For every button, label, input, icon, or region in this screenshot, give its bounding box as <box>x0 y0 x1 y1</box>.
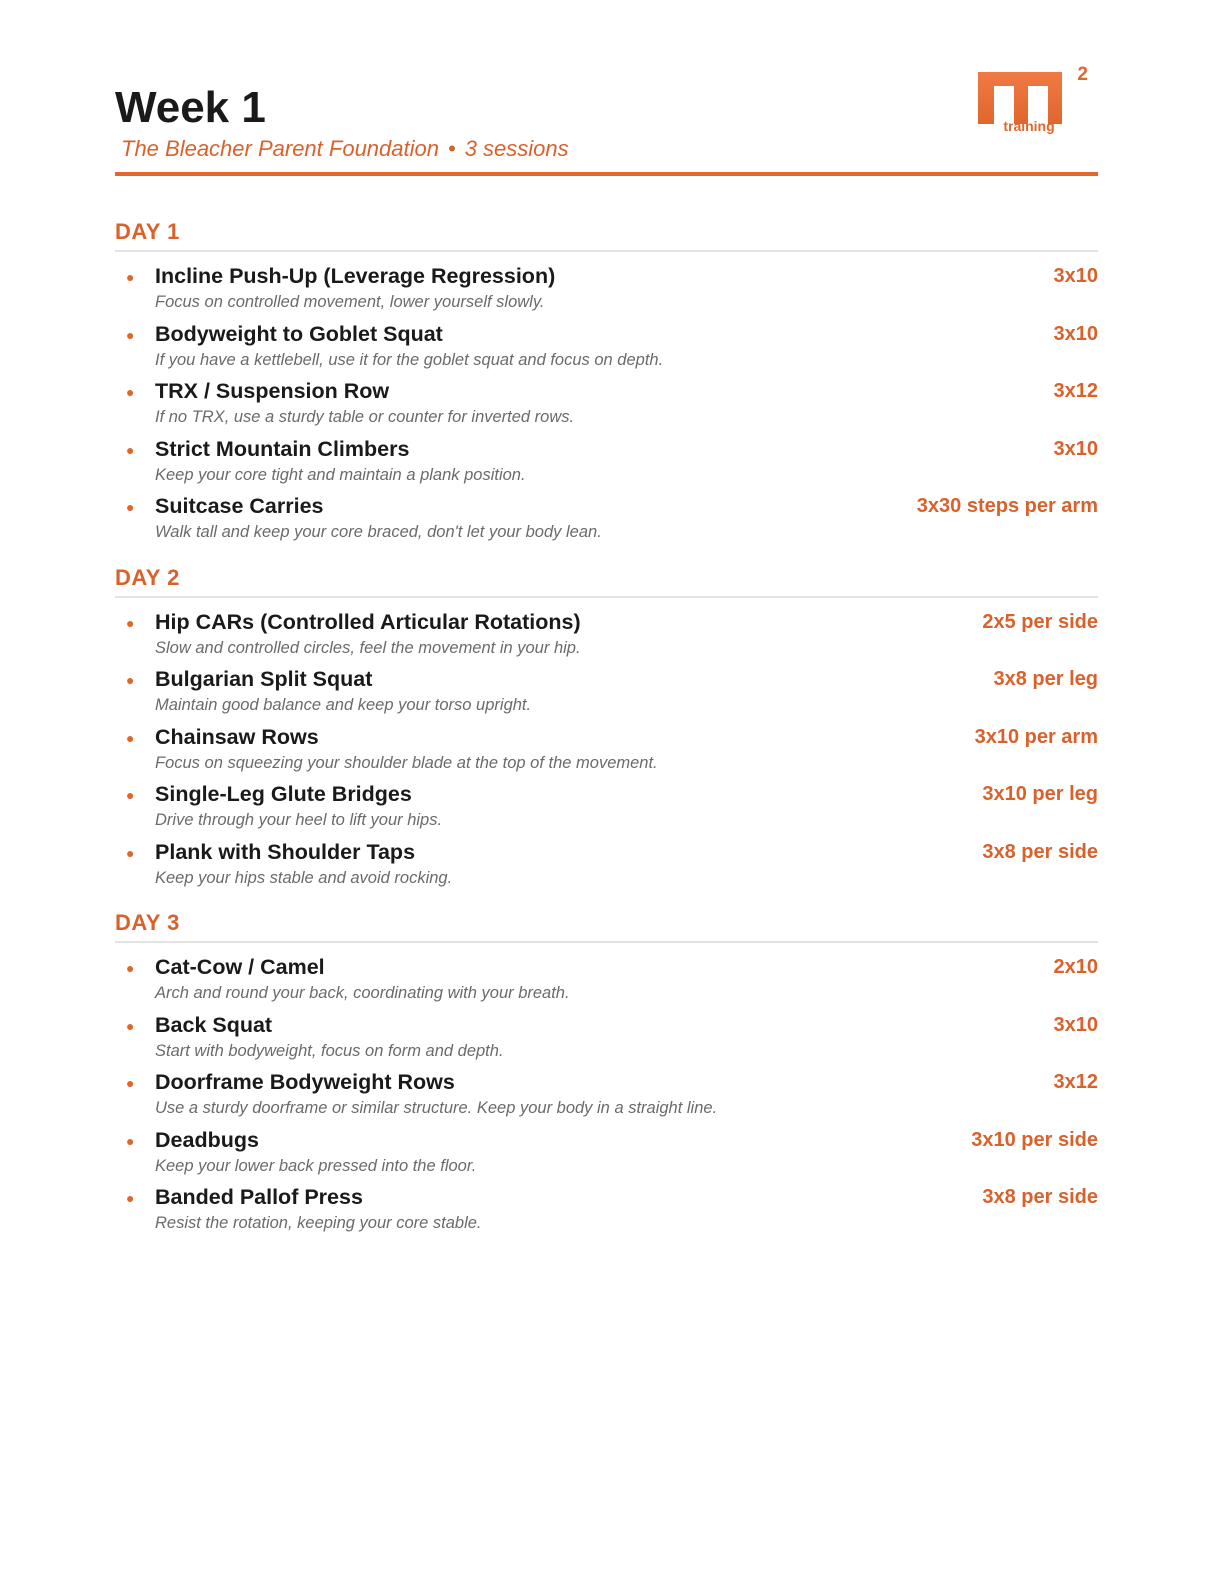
exercise-reps: 2x10 <box>1053 956 1098 978</box>
exercise-name: Banded Pallof Press <box>155 1185 363 1209</box>
exercise-name: TRX / Suspension Row <box>155 379 390 403</box>
day-heading <box>115 552 1098 598</box>
bullet-icon: ● <box>126 384 135 400</box>
exercise-reps: 3x10 <box>1053 322 1098 345</box>
day-section <box>115 552 1098 896</box>
exercise-note: Focus on squeezing your shoulder blade at the top of the movement. <box>155 753 658 772</box>
logo-superscript: 2 <box>1077 64 1088 85</box>
exercise-note: Focus on controlled movement, lower yourself slowly. <box>155 293 545 311</box>
bullet-icon: ● <box>126 499 135 515</box>
exercise-name: Hip CARs (Controlled Articular Rotations) <box>155 609 581 634</box>
exercise-name: Bulgarian Split Squat <box>155 667 373 691</box>
bullet-icon: ● <box>126 1132 135 1149</box>
exercise-reps: 3x10 per leg <box>982 783 1098 805</box>
exercise-reps: 3x30 steps per arm <box>916 495 1098 517</box>
exercise-name: Cat-Cow / Camel <box>155 955 325 979</box>
exercise-item <box>115 953 1098 1011</box>
exercise-reps: 3x10 per arm <box>974 725 1098 748</box>
exercise-item <box>115 262 1098 320</box>
exercise-item <box>115 1011 1098 1069</box>
bullet-icon: ● <box>126 614 135 631</box>
exercise-item <box>115 1126 1098 1184</box>
exercise-item <box>115 1183 1098 1241</box>
exercise-reps: 3x8 per side <box>982 840 1098 863</box>
exercise-note: Start with bodyweight, focus on form and depth. <box>155 1041 504 1060</box>
page-subtitle <box>121 134 569 164</box>
exercise-item <box>115 780 1098 838</box>
exercise-note: Maintain good balance and keep your torso upright. <box>155 696 532 714</box>
day-label: DAY 2 <box>115 564 180 590</box>
day-label: DAY 3 <box>115 910 180 935</box>
subtitle-separator: • <box>447 136 456 161</box>
exercise-note: If you have a kettlebell, use it for the goblet squat and focus on depth. <box>155 350 664 369</box>
exercise-item <box>115 665 1098 723</box>
day-heading <box>115 897 1098 943</box>
exercise-name: Suitcase Carries <box>155 494 324 518</box>
bullet-icon: ● <box>126 844 135 861</box>
exercise-reps: 3x8 per leg <box>993 668 1098 690</box>
exercise-item <box>115 492 1098 550</box>
exercise-name: Incline Push-Up (Leverage Regression) <box>155 264 556 288</box>
bullet-icon: ● <box>126 1190 135 1206</box>
logo-wordmark: training <box>1003 118 1055 134</box>
exercise-item <box>115 377 1098 435</box>
exercise-note: Use a sturdy doorframe or similar structure. Keep your body in a straight line. <box>155 1099 718 1117</box>
exercise-name: Doorframe Bodyweight Rows <box>155 1070 455 1094</box>
exercise-reps: 3x10 <box>1053 265 1098 287</box>
brand-logo-mark-icon <box>978 66 1070 126</box>
bullet-icon: ● <box>126 672 135 688</box>
bullet-icon: ● <box>126 441 135 458</box>
exercise-name: Back Squat <box>155 1012 273 1037</box>
exercise-item <box>115 1068 1098 1126</box>
day-section <box>115 897 1098 1241</box>
exercise-reps: 3x10 per side <box>971 1128 1098 1151</box>
exercise-name: Plank with Shoulder Taps <box>155 839 416 864</box>
exercise-name: Deadbugs <box>155 1127 259 1152</box>
exercise-note: Resist the rotation, keeping your core stable. <box>155 1214 482 1232</box>
session-count: 3 sessions <box>464 136 569 161</box>
bullet-icon: ● <box>126 1075 135 1091</box>
exercise-item <box>115 608 1098 666</box>
exercise-list <box>115 252 1098 550</box>
exercise-name: Bodyweight to Goblet Squat <box>155 321 443 346</box>
exercise-name: Strict Mountain Climbers <box>155 436 410 461</box>
exercise-note: Walk tall and keep your core braced, don't let your body lean. <box>155 523 602 541</box>
exercise-reps: 2x5 per side <box>982 610 1098 633</box>
exercise-reps: 3x12 <box>1053 1071 1098 1093</box>
exercise-note: Drive through your heel to lift your hips. <box>155 811 443 829</box>
bullet-icon: ● <box>126 269 135 285</box>
exercise-reps: 3x12 <box>1053 380 1098 402</box>
exercise-list <box>115 943 1098 1241</box>
exercise-item <box>115 723 1098 781</box>
exercise-reps: 3x10 <box>1053 1013 1098 1036</box>
exercise-item <box>115 838 1098 896</box>
exercise-note: Keep your core tight and maintain a plank position. <box>155 465 526 484</box>
exercise-item <box>115 435 1098 493</box>
day-section <box>115 206 1098 550</box>
exercise-list <box>115 598 1098 896</box>
exercise-reps: 3x10 <box>1053 437 1098 460</box>
exercise-note: Arch and round your back, coordinating with your breath. <box>155 984 570 1002</box>
bullet-icon: ● <box>126 729 135 746</box>
exercise-name: Chainsaw Rows <box>155 724 319 749</box>
exercise-name: Single-Leg Glute Bridges <box>155 782 412 806</box>
workout-page <box>115 0 1098 1241</box>
exercise-reps: 3x8 per side <box>982 1186 1098 1208</box>
page-title: Week 1 <box>115 83 266 132</box>
program-name: The Bleacher Parent Foundation <box>121 136 439 161</box>
day-label: DAY 1 <box>115 219 180 244</box>
exercise-note: If no TRX, use a sturdy table or counter for inverted rows. <box>155 408 575 426</box>
day-heading <box>115 206 1098 252</box>
brand-logo <box>978 66 1090 142</box>
bullet-icon: ● <box>126 326 135 343</box>
bullet-icon: ● <box>126 1017 135 1034</box>
exercise-note: Keep your hips stable and avoid rocking. <box>155 868 453 887</box>
page-header <box>115 0 1098 176</box>
bullet-icon: ● <box>126 960 135 976</box>
exercise-item <box>115 320 1098 378</box>
exercise-note: Keep your lower back pressed into the floor. <box>155 1156 477 1175</box>
bullet-icon: ● <box>126 787 135 803</box>
exercise-note: Slow and controlled circles, feel the movement in your hip. <box>155 638 581 657</box>
